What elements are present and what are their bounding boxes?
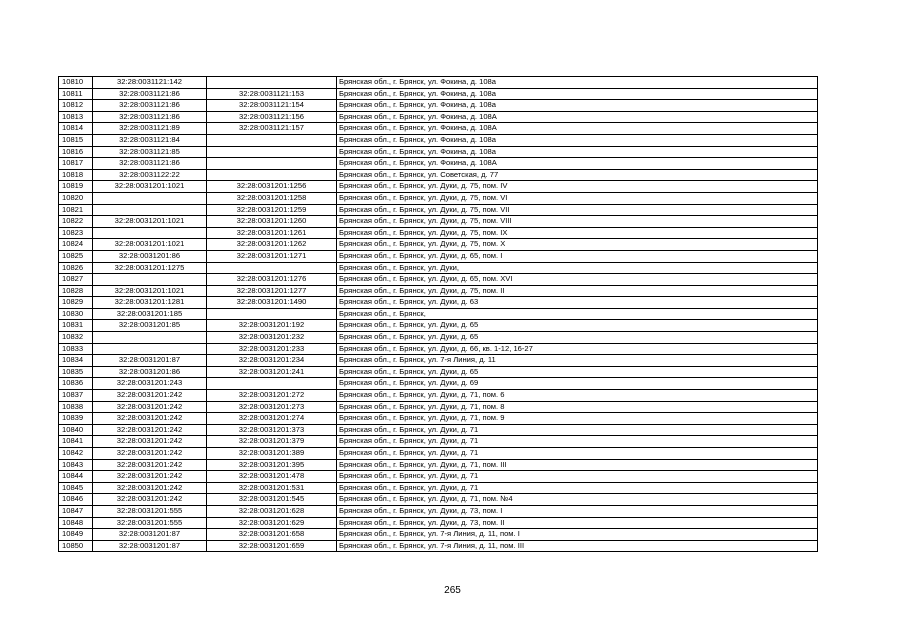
cadastral-number-cell — [93, 332, 207, 344]
table-row — [59, 448, 818, 460]
cadastral-number-cell: 32:28:0031201:87 — [93, 355, 207, 367]
row-number-cell: 10837 — [59, 390, 93, 402]
table-row — [59, 471, 818, 483]
related-cadastral-number-cell: 32:28:0031201:629 — [207, 517, 337, 529]
address-cell: Брянская обл., г. Брянск, ул. Дуки, д. 71, пом. 6 — [337, 390, 818, 402]
row-number-cell: 10841 — [59, 436, 93, 448]
row-number-cell: 10836 — [59, 378, 93, 390]
row-number-cell: 10829 — [59, 297, 93, 309]
table-row — [59, 88, 818, 100]
related-cadastral-number-cell: 32:28:0031201:233 — [207, 343, 337, 355]
related-cadastral-number-cell: 32:28:0031201:1256 — [207, 181, 337, 193]
address-cell: Брянская обл., г. Брянск, ул. Дуки, д. 75, пом. VIII — [337, 216, 818, 228]
table-row — [59, 285, 818, 297]
row-number-cell: 10834 — [59, 355, 93, 367]
row-number-cell: 10825 — [59, 250, 93, 262]
row-number-cell: 10820 — [59, 192, 93, 204]
related-cadastral-number-cell: 32:28:0031201:531 — [207, 482, 337, 494]
row-number-cell: 10843 — [59, 459, 93, 471]
row-number-cell: 10839 — [59, 413, 93, 425]
row-number-cell: 10821 — [59, 204, 93, 216]
related-cadastral-number-cell: 32:28:0031201:274 — [207, 413, 337, 425]
related-cadastral-number-cell: 32:28:0031201:1259 — [207, 204, 337, 216]
table-row — [59, 459, 818, 471]
related-cadastral-number-cell: 32:28:0031201:1277 — [207, 285, 337, 297]
cadastral-number-cell: 32:28:0031121:142 — [93, 77, 207, 89]
table-row — [59, 436, 818, 448]
cadastral-number-cell: 32:28:0031121:86 — [93, 100, 207, 112]
row-number-cell: 10826 — [59, 262, 93, 274]
table-row — [59, 262, 818, 274]
table-row — [59, 332, 818, 344]
row-number-cell: 10832 — [59, 332, 93, 344]
related-cadastral-number-cell — [207, 262, 337, 274]
table-row — [59, 274, 818, 286]
address-cell: Брянская обл., г. Брянск, ул. Советская, д. 77 — [337, 169, 818, 181]
table-row — [59, 192, 818, 204]
address-cell: Брянская обл., г. Брянск, ул. Фокина, д. 108А — [337, 123, 818, 135]
table-row — [59, 320, 818, 332]
related-cadastral-number-cell: 32:28:0031201:272 — [207, 390, 337, 402]
related-cadastral-number-cell — [207, 134, 337, 146]
cadastral-number-cell: 32:28:0031201:1275 — [93, 262, 207, 274]
row-number-cell: 10810 — [59, 77, 93, 89]
table-row — [59, 540, 818, 552]
cadastral-number-cell: 32:28:0031121:85 — [93, 146, 207, 158]
row-number-cell: 10828 — [59, 285, 93, 297]
address-cell: Брянская обл., г. Брянск, ул. Дуки, д. 71 — [337, 482, 818, 494]
address-cell: Брянская обл., г. Брянск, ул. Фокина, д. 108а — [337, 146, 818, 158]
row-number-cell: 10817 — [59, 158, 93, 170]
table-row — [59, 77, 818, 89]
row-number-cell: 10847 — [59, 505, 93, 517]
address-cell: Брянская обл., г. Брянск, ул. Фокина, д. 108А — [337, 111, 818, 123]
address-cell: Брянская обл., г. Брянск, ул. Дуки, д. 71, пом. III — [337, 459, 818, 471]
related-cadastral-number-cell — [207, 378, 337, 390]
cadastral-number-cell: 32:28:0031201:1021 — [93, 216, 207, 228]
table-row — [59, 250, 818, 262]
address-cell: Брянская обл., г. Брянск, ул. Дуки, д. 75, пом. VII — [337, 204, 818, 216]
related-cadastral-number-cell: 32:28:0031121:156 — [207, 111, 337, 123]
cadastral-number-cell: 32:28:0031201:242 — [93, 424, 207, 436]
address-cell: Брянская обл., г. Брянск, ул. Дуки, д. 75, пом. VI — [337, 192, 818, 204]
related-cadastral-number-cell: 32:28:0031201:373 — [207, 424, 337, 436]
address-cell: Брянская обл., г. Брянск, ул. Дуки, д. 69 — [337, 378, 818, 390]
related-cadastral-number-cell: 32:28:0031201:659 — [207, 540, 337, 552]
cadastral-number-cell: 32:28:0031201:1281 — [93, 297, 207, 309]
related-cadastral-number-cell: 32:28:0031201:545 — [207, 494, 337, 506]
row-number-cell: 10824 — [59, 239, 93, 251]
address-cell: Брянская обл., г. Брянск, ул. Дуки, д. 65 — [337, 320, 818, 332]
related-cadastral-number-cell — [207, 158, 337, 170]
address-cell: Брянская обл., г. Брянск, ул. Фокина, д. 108а — [337, 100, 818, 112]
related-cadastral-number-cell: 32:28:0031201:658 — [207, 529, 337, 541]
cadastral-number-cell: 32:28:0031201:1021 — [93, 285, 207, 297]
row-number-cell: 10818 — [59, 169, 93, 181]
cadastral-number-cell: 32:28:0031121:86 — [93, 111, 207, 123]
row-number-cell: 10844 — [59, 471, 93, 483]
row-number-cell: 10848 — [59, 517, 93, 529]
cadastral-number-cell: 32:28:0031201:86 — [93, 366, 207, 378]
table-row — [59, 529, 818, 541]
table-row — [59, 100, 818, 112]
cadastral-number-cell: 32:28:0031201:242 — [93, 471, 207, 483]
related-cadastral-number-cell: 32:28:0031201:389 — [207, 448, 337, 460]
related-cadastral-number-cell: 32:28:0031201:1262 — [207, 239, 337, 251]
cadastral-number-cell: 32:28:0031201:242 — [93, 401, 207, 413]
address-cell: Брянская обл., г. Брянск, ул. Дуки, д. 65, пом. I — [337, 250, 818, 262]
row-number-cell: 10823 — [59, 227, 93, 239]
related-cadastral-number-cell: 32:28:0031201:232 — [207, 332, 337, 344]
address-cell: Брянская обл., г. Брянск, ул. Дуки, д. 65 — [337, 332, 818, 344]
related-cadastral-number-cell: 32:28:0031201:234 — [207, 355, 337, 367]
cadastral-number-cell: 32:28:0031201:242 — [93, 482, 207, 494]
cadastral-number-cell — [93, 343, 207, 355]
row-number-cell: 10827 — [59, 274, 93, 286]
row-number-cell: 10812 — [59, 100, 93, 112]
cadastral-number-cell: 32:28:0031121:86 — [93, 88, 207, 100]
address-cell: Брянская обл., г. Брянск, ул. Дуки, д. 71 — [337, 424, 818, 436]
address-cell: Брянская обл., г. Брянск, ул. Дуки, д. 75, пом. IV — [337, 181, 818, 193]
related-cadastral-number-cell: 32:28:0031201:1261 — [207, 227, 337, 239]
row-number-cell: 10811 — [59, 88, 93, 100]
address-cell: Брянская обл., г. Брянск, ул. 7-я Линия, д. 11, пом. III — [337, 540, 818, 552]
table-row — [59, 169, 818, 181]
cadastral-number-cell: 32:28:0031201:242 — [93, 494, 207, 506]
cadastral-number-cell: 32:28:0031201:85 — [93, 320, 207, 332]
table-row — [59, 123, 818, 135]
row-number-cell: 10846 — [59, 494, 93, 506]
related-cadastral-number-cell: 32:28:0031121:154 — [207, 100, 337, 112]
address-cell: Брянская обл., г. Брянск, ул. Фокина, д. 108А — [337, 158, 818, 170]
row-number-cell: 10845 — [59, 482, 93, 494]
row-number-cell: 10835 — [59, 366, 93, 378]
table-row — [59, 227, 818, 239]
row-number-cell: 10831 — [59, 320, 93, 332]
address-cell: Брянская обл., г. Брянск, ул. Дуки, д. 75, пом. X — [337, 239, 818, 251]
related-cadastral-number-cell: 32:28:0031201:241 — [207, 366, 337, 378]
address-cell: Брянская обл., г. Брянск, ул. Фокина, д. 108а — [337, 134, 818, 146]
address-cell: Брянская обл., г. Брянск, ул. Дуки, д. 71 — [337, 436, 818, 448]
related-cadastral-number-cell — [207, 146, 337, 158]
table-row — [59, 401, 818, 413]
table-row — [59, 413, 818, 425]
registry-table-body — [59, 77, 818, 552]
address-cell: Брянская обл., г. Брянск, ул. 7-я Линия, д. 11 — [337, 355, 818, 367]
related-cadastral-number-cell: 32:28:0031201:395 — [207, 459, 337, 471]
row-number-cell: 10838 — [59, 401, 93, 413]
row-number-cell: 10813 — [59, 111, 93, 123]
address-cell: Брянская обл., г. Брянск, ул. Дуки, — [337, 262, 818, 274]
table-row — [59, 494, 818, 506]
row-number-cell: 10822 — [59, 216, 93, 228]
address-cell: Брянская обл., г. Брянск, ул. Дуки, д. 71 — [337, 448, 818, 460]
table-row — [59, 343, 818, 355]
cadastral-number-cell — [93, 274, 207, 286]
table-row — [59, 158, 818, 170]
address-cell: Брянская обл., г. Брянск, ул. Дуки, д. 75, пом. II — [337, 285, 818, 297]
cadastral-number-cell: 32:28:0031201:1021 — [93, 181, 207, 193]
table-row — [59, 366, 818, 378]
related-cadastral-number-cell: 32:28:0031201:1271 — [207, 250, 337, 262]
related-cadastral-number-cell: 32:28:0031201:273 — [207, 401, 337, 413]
row-number-cell: 10815 — [59, 134, 93, 146]
table-row — [59, 216, 818, 228]
cadastral-number-cell: 32:28:0031201:1021 — [93, 239, 207, 251]
address-cell: Брянская обл., г. Брянск, — [337, 308, 818, 320]
table-row — [59, 134, 818, 146]
cadastral-number-cell: 32:28:0031201:87 — [93, 540, 207, 552]
cadastral-number-cell: 32:28:0031201:243 — [93, 378, 207, 390]
cadastral-number-cell: 32:28:0031201:555 — [93, 505, 207, 517]
table-row — [59, 204, 818, 216]
row-number-cell: 10840 — [59, 424, 93, 436]
table-row — [59, 111, 818, 123]
cadastral-number-cell: 32:28:0031201:242 — [93, 448, 207, 460]
table-row — [59, 505, 818, 517]
row-number-cell: 10842 — [59, 448, 93, 460]
table-row — [59, 517, 818, 529]
related-cadastral-number-cell: 32:28:0031201:1260 — [207, 216, 337, 228]
table-row — [59, 239, 818, 251]
related-cadastral-number-cell — [207, 169, 337, 181]
address-cell: Брянская обл., г. Брянск, ул. 7-я Линия, д. 11, пом. I — [337, 529, 818, 541]
address-cell: Брянская обл., г. Брянск, ул. Дуки, д. 71, пом. 9 — [337, 413, 818, 425]
address-cell: Брянская обл., г. Брянск, ул. Дуки, д. 66, кв. 1-12, 16-27 — [337, 343, 818, 355]
address-cell: Брянская обл., г. Брянск, ул. Дуки, д. 73, пом. II — [337, 517, 818, 529]
related-cadastral-number-cell: 32:28:0031201:1276 — [207, 274, 337, 286]
related-cadastral-number-cell: 32:28:0031201:628 — [207, 505, 337, 517]
row-number-cell: 10816 — [59, 146, 93, 158]
cadastral-number-cell: 32:28:0031201:242 — [93, 436, 207, 448]
cadastral-number-cell: 32:28:0031201:242 — [93, 459, 207, 471]
cadastral-number-cell: 32:28:0031201:86 — [93, 250, 207, 262]
address-cell: Брянская обл., г. Брянск, ул. Дуки, д. 75, пом. IX — [337, 227, 818, 239]
cadastral-number-cell: 32:28:0031201:185 — [93, 308, 207, 320]
row-number-cell: 10833 — [59, 343, 93, 355]
cadastral-number-cell: 32:28:0031122:22 — [93, 169, 207, 181]
related-cadastral-number-cell — [207, 308, 337, 320]
address-cell: Брянская обл., г. Брянск, ул. Дуки, д. 71, пом. 8 — [337, 401, 818, 413]
table-row — [59, 424, 818, 436]
related-cadastral-number-cell — [207, 77, 337, 89]
row-number-cell: 10814 — [59, 123, 93, 135]
row-number-cell: 10819 — [59, 181, 93, 193]
cadastral-number-cell: 32:28:0031201:242 — [93, 413, 207, 425]
address-cell: Брянская обл., г. Брянск, ул. Фокина, д. 108а — [337, 88, 818, 100]
table-row — [59, 146, 818, 158]
address-cell: Брянская обл., г. Брянск, ул. Дуки, д. 63 — [337, 297, 818, 309]
table-row — [59, 297, 818, 309]
cadastral-number-cell: 32:28:0031121:86 — [93, 158, 207, 170]
table-row — [59, 378, 818, 390]
related-cadastral-number-cell: 32:28:0031201:478 — [207, 471, 337, 483]
address-cell: Брянская обл., г. Брянск, ул. Дуки, д. 65 — [337, 366, 818, 378]
table-row — [59, 390, 818, 402]
row-number-cell: 10849 — [59, 529, 93, 541]
cadastral-number-cell: 32:28:0031121:84 — [93, 134, 207, 146]
table-row — [59, 308, 818, 320]
address-cell: Брянская обл., г. Брянск, ул. Дуки, д. 71, пом. №4 — [337, 494, 818, 506]
table-row — [59, 482, 818, 494]
cadastral-number-cell — [93, 227, 207, 239]
cadastral-number-cell: 32:28:0031201:555 — [93, 517, 207, 529]
address-cell: Брянская обл., г. Брянск, ул. Фокина, д. 108а — [337, 77, 818, 89]
cadastral-number-cell — [93, 192, 207, 204]
related-cadastral-number-cell: 32:28:0031121:153 — [207, 88, 337, 100]
address-cell: Брянская обл., г. Брянск, ул. Дуки, д. 65, пом. XVI — [337, 274, 818, 286]
related-cadastral-number-cell: 32:28:0031201:1490 — [207, 297, 337, 309]
address-cell: Брянская обл., г. Брянск, ул. Дуки, д. 73, пом. I — [337, 505, 818, 517]
cadastral-number-cell — [93, 204, 207, 216]
address-cell: Брянская обл., г. Брянск, ул. Дуки, д. 71 — [337, 471, 818, 483]
cadastral-number-cell: 32:28:0031201:242 — [93, 390, 207, 402]
row-number-cell: 10850 — [59, 540, 93, 552]
table-row — [59, 355, 818, 367]
related-cadastral-number-cell: 32:28:0031201:1258 — [207, 192, 337, 204]
table-row — [59, 181, 818, 193]
related-cadastral-number-cell: 32:28:0031201:192 — [207, 320, 337, 332]
related-cadastral-number-cell: 32:28:0031201:379 — [207, 436, 337, 448]
cadastral-number-cell: 32:28:0031121:89 — [93, 123, 207, 135]
row-number-cell: 10830 — [59, 308, 93, 320]
related-cadastral-number-cell: 32:28:0031121:157 — [207, 123, 337, 135]
cadastral-number-cell: 32:28:0031201:87 — [93, 529, 207, 541]
page-number: 265 — [444, 585, 461, 596]
registry-table — [58, 76, 818, 552]
